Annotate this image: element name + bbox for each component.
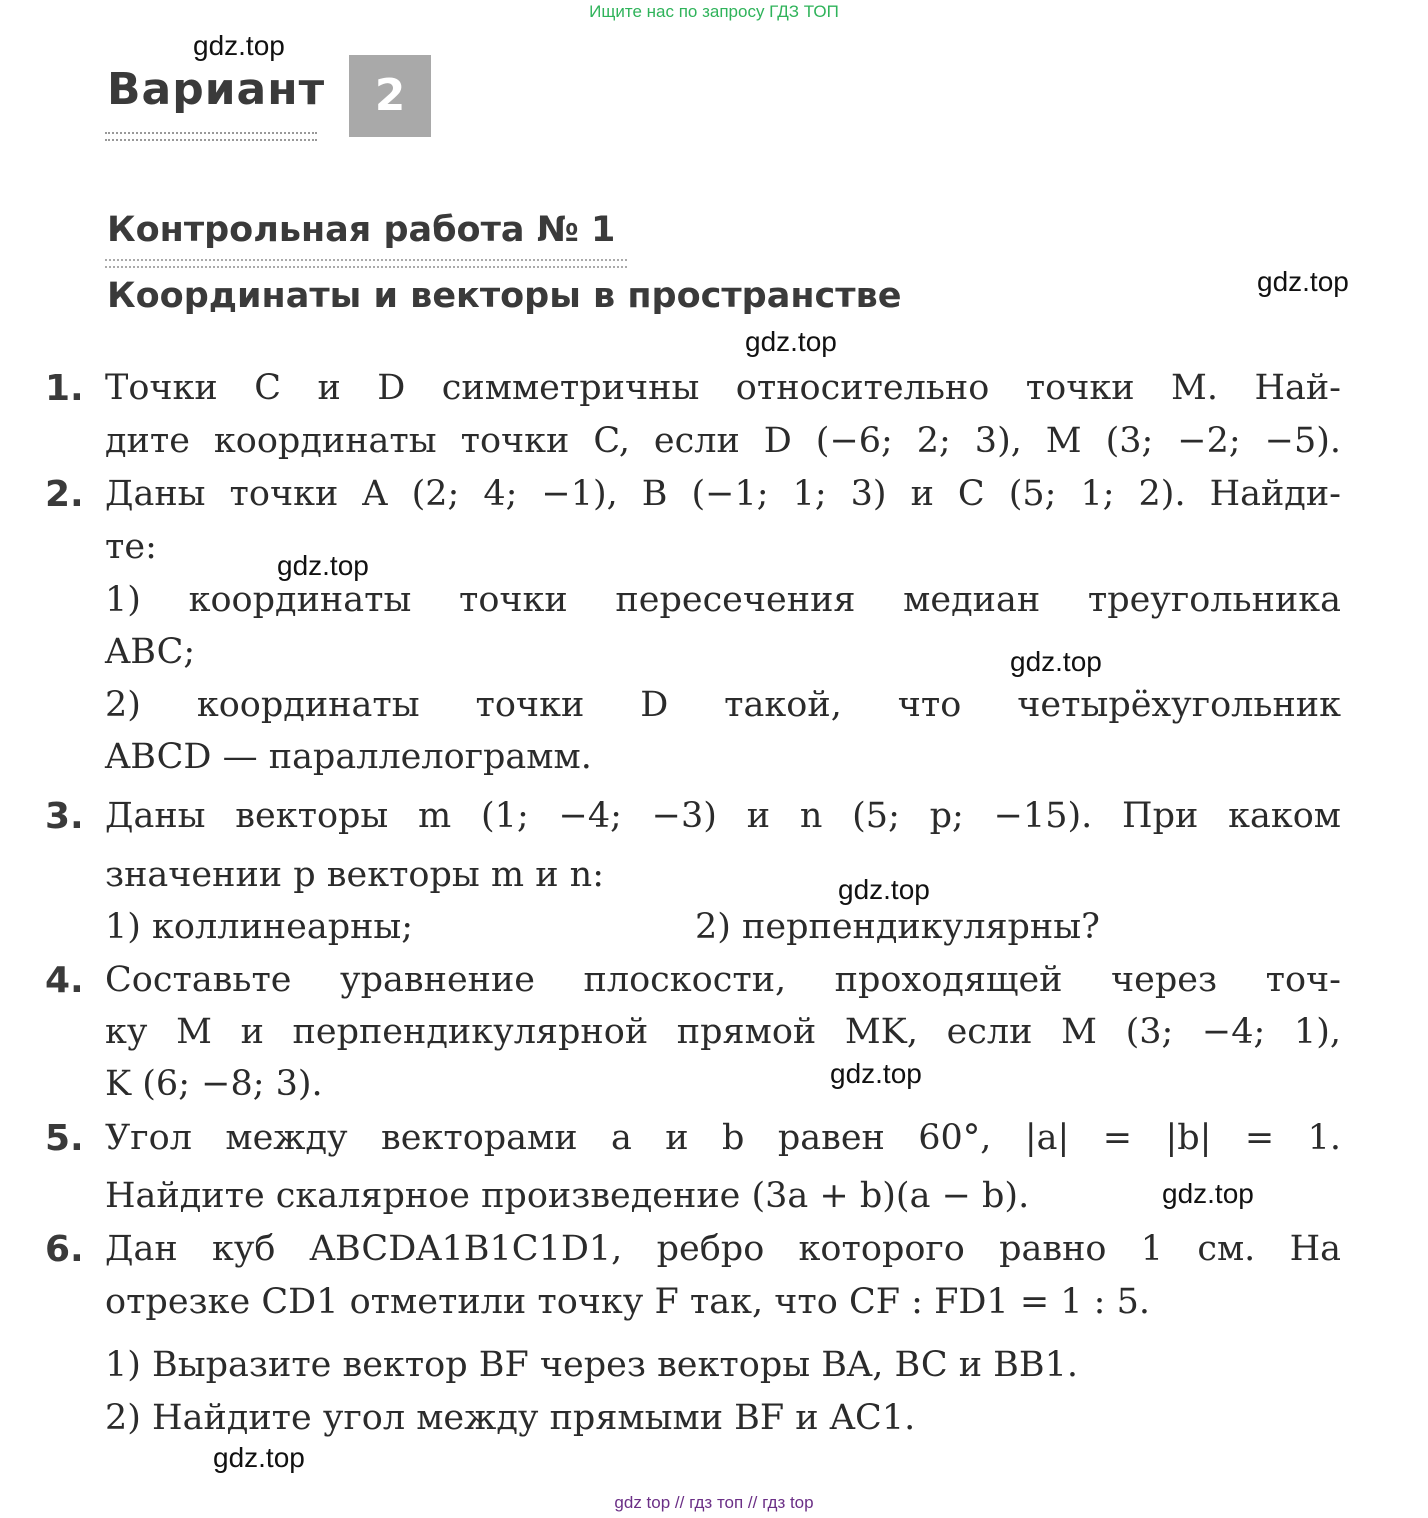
task-line: Точки C и D симметричны относительно точки M. Най-	[105, 368, 1341, 408]
watermark: gdz.top	[830, 1058, 922, 1089]
variant-number-badge: 2	[349, 55, 431, 137]
task-line: 2) координаты точки D такой, что четырёхугольник	[105, 685, 1341, 725]
task-line: 1) Выразите вектор BF через векторы BA, BC и BB1.	[105, 1345, 1079, 1385]
watermark: gdz.top	[1162, 1178, 1254, 1209]
watermark: gdz.top	[1010, 646, 1102, 677]
watermark: gdz.top	[745, 326, 837, 357]
task-number: 3.	[45, 796, 84, 837]
task-line: ку M и перпендикулярной прямой MK, если M (3; −4; 1),	[105, 1012, 1341, 1052]
task-line: 2) Найдите угол между прямыми BF и AC1.	[105, 1398, 916, 1438]
work-title: Контрольная работа № 1	[107, 210, 616, 250]
task-line: Найдите скалярное произведение (3a + b)(a − b).	[105, 1176, 1030, 1216]
task-line: 1) координаты точки пересечения медиан треугольника	[105, 580, 1341, 620]
task-line: Даны точки A (2; 4; −1), B (−1; 1; 3) и C (5; 1; 2). Найди-	[105, 474, 1341, 514]
task-line: ABC;	[105, 632, 196, 672]
task-number: 2.	[45, 474, 84, 515]
task-line: Дан куб ABCDA1B1C1D1, ребро которого равно 1 см. На	[105, 1229, 1341, 1269]
task-line: 1) коллинеарны;	[105, 907, 414, 947]
watermark: gdz.top	[213, 1442, 305, 1473]
title-underline	[105, 259, 627, 268]
footer-hint: gdz top // гдз топ // гдз top	[614, 1493, 814, 1512]
watermark: gdz.top	[1257, 266, 1349, 297]
task-line: Угол между векторами a и b равен 60°, |a| = |b| = 1.	[105, 1118, 1341, 1158]
watermark: gdz.top	[838, 874, 930, 905]
task-number: 6.	[45, 1229, 84, 1270]
variant-underline	[105, 132, 317, 141]
task-line: те:	[105, 527, 157, 567]
variant-label: Вариант	[107, 64, 326, 115]
task-line: Даны векторы m (1; −4; −3) и n (5; p; −15). При каком	[105, 796, 1341, 836]
task-line: Составьте уравнение плоскости, проходящей через точ-	[105, 960, 1341, 1000]
task-line: отрезке CD1 отметили точку F так, что CF : FD1 = 1 : 5.	[105, 1282, 1150, 1322]
search-hint: Ищите нас по запросу ГДЗ ТОП	[589, 2, 839, 21]
watermark: gdz.top	[193, 30, 285, 61]
watermark: gdz.top	[277, 550, 369, 581]
task-line: ABCD — параллелограмм.	[105, 737, 592, 777]
task-line: K (6; −8; 3).	[105, 1064, 323, 1104]
task-line: значении p векторы m и n:	[105, 855, 604, 895]
task-line: дите координаты точки C, если D (−6; 2; 3), M (3; −2; −5).	[105, 421, 1341, 461]
task-number: 5.	[45, 1118, 84, 1159]
task-number: 1.	[45, 368, 84, 409]
task-line: 2) перпендикулярны?	[695, 907, 1100, 947]
task-number: 4.	[45, 960, 84, 1001]
work-subtitle: Координаты и векторы в пространстве	[107, 276, 902, 316]
